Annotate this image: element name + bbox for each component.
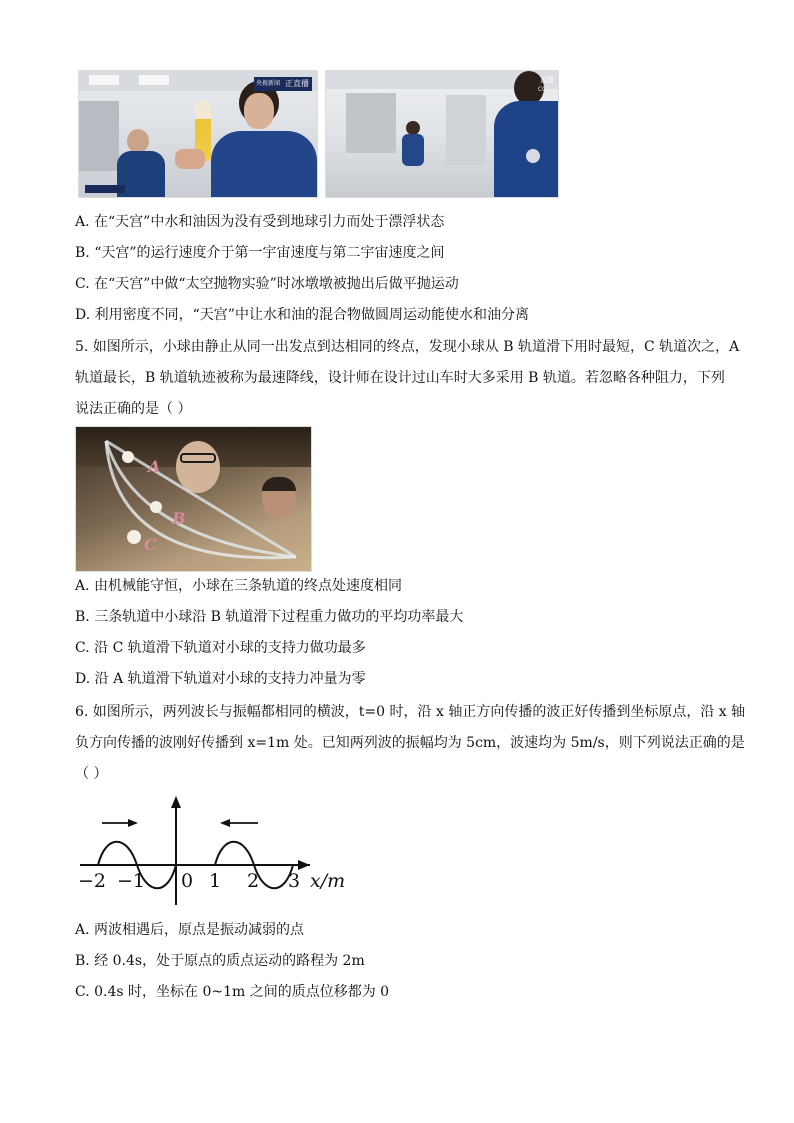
ceiling-light <box>139 75 169 85</box>
channel-bug <box>85 185 125 193</box>
q6-option-a: A. 两波相遇后，原点是振动减弱的点 <box>75 922 305 938</box>
q5-option-a: A. 由机械能守恒，小球在三条轨道的终点处速度相同 <box>75 578 403 594</box>
space-station-photo-left <box>78 70 318 198</box>
astronaut-suit <box>402 134 424 166</box>
tick-label-0: 0 <box>181 870 194 892</box>
astronaut-head <box>127 129 149 153</box>
ball <box>150 501 162 513</box>
q5-option-b: B. 三条轨道中小球沿 B 轨道滑下过程重力做功的平均功率最大 <box>75 609 464 625</box>
q6-option-c: C. 0.4s 时，坐标在 0~1m 之间的质点位移都为 0 <box>75 984 390 1000</box>
channel-logo: CCTV <box>537 86 554 93</box>
mission-patch <box>526 149 540 163</box>
q6-stem-line-3: （ ） <box>75 766 108 782</box>
axis-label: x/m <box>310 870 346 892</box>
q5-option-c: C. 沿 C 轨道滑下轨道对小球的支持力做功最多 <box>75 640 366 656</box>
q5-stem-line-2: 轨道最长，B 轨道轨迹被称为最速降线，设计师在设计过山车时大多采用 B 轨道。若忽略各种阻力，下列 <box>75 370 725 386</box>
tick-label-1: 1 <box>209 870 222 892</box>
q4-option-b: B. “天宫”的运行速度介于第一宇宙速度与第二宇宙速度之间 <box>75 245 445 261</box>
space-station-photo-right <box>325 70 559 198</box>
q4-option-a: A. 在“天宫”中水和油因为没有受到地球引力而处于漂浮状态 <box>75 214 445 230</box>
q6-option-b: B. 经 0.4s，处于原点的质点运动的路程为 2m <box>75 953 365 969</box>
tick-label-neg1: −1 <box>117 870 146 892</box>
astronaut-suit <box>494 101 558 197</box>
ceiling-light <box>89 75 119 85</box>
broadcast-tag: 央视新闻 <box>256 80 281 87</box>
track-label-b: B <box>172 509 186 528</box>
x-axis-arrow <box>298 860 310 870</box>
wall-equipment <box>346 93 396 153</box>
astronaut-suit <box>211 131 317 197</box>
brachistochrone-photo <box>75 426 312 572</box>
tick-label-neg2: −2 <box>78 870 107 892</box>
track-diagram <box>76 427 311 571</box>
hand <box>175 149 205 169</box>
wall-equipment <box>446 95 486 165</box>
q5-stem-line-1: 5. 如图所示，小球由静止从同一出发点到达相同的终点，发现小球从 B 轨道滑下用时最短，C 轨道次之，A <box>75 339 740 355</box>
q4-option-c: C. 在“天宫”中做“太空抛物实验”时冰墩墩被抛出后做平抛运动 <box>75 276 459 292</box>
q4-option-d: D. 利用密度不同，“天宫”中让水和油的混合物做圆周运动能使水和油分离 <box>75 307 529 323</box>
wall-equipment <box>79 101 119 171</box>
track-label-c: C <box>144 535 157 554</box>
q5-option-d: D. 沿 A 轨道滑下轨道对小球的支持力冲量为零 <box>75 671 366 687</box>
astronaut-face <box>244 93 274 129</box>
broadcast-tag: 直播 <box>540 76 554 84</box>
astronaut-head <box>406 121 420 135</box>
ball <box>127 530 141 544</box>
broadcast-logo: 正直播 <box>285 79 309 88</box>
y-axis-arrow <box>171 796 181 808</box>
q5-stem-line-3: 说法正确的是（ ） <box>75 401 192 417</box>
q6-stem-line-1: 6. 如图所示，两列波长与振幅都相同的横波，t=0 时，沿 x 轴正方向传播的波正好传播到坐标原点，沿 x 轴 <box>75 704 746 720</box>
q6-stem-line-2: 负方向传播的波刚好传播到 x=1m 处。已知两列波的振幅均为 5cm，波速均为 5m/s，则下列说法正确的是 <box>75 735 745 751</box>
tick-label-3: 3 <box>288 870 301 892</box>
wave-diagram <box>70 790 360 910</box>
tick-label-2: 2 <box>247 870 260 892</box>
ball <box>122 451 134 463</box>
track-label-a: A <box>148 457 161 476</box>
